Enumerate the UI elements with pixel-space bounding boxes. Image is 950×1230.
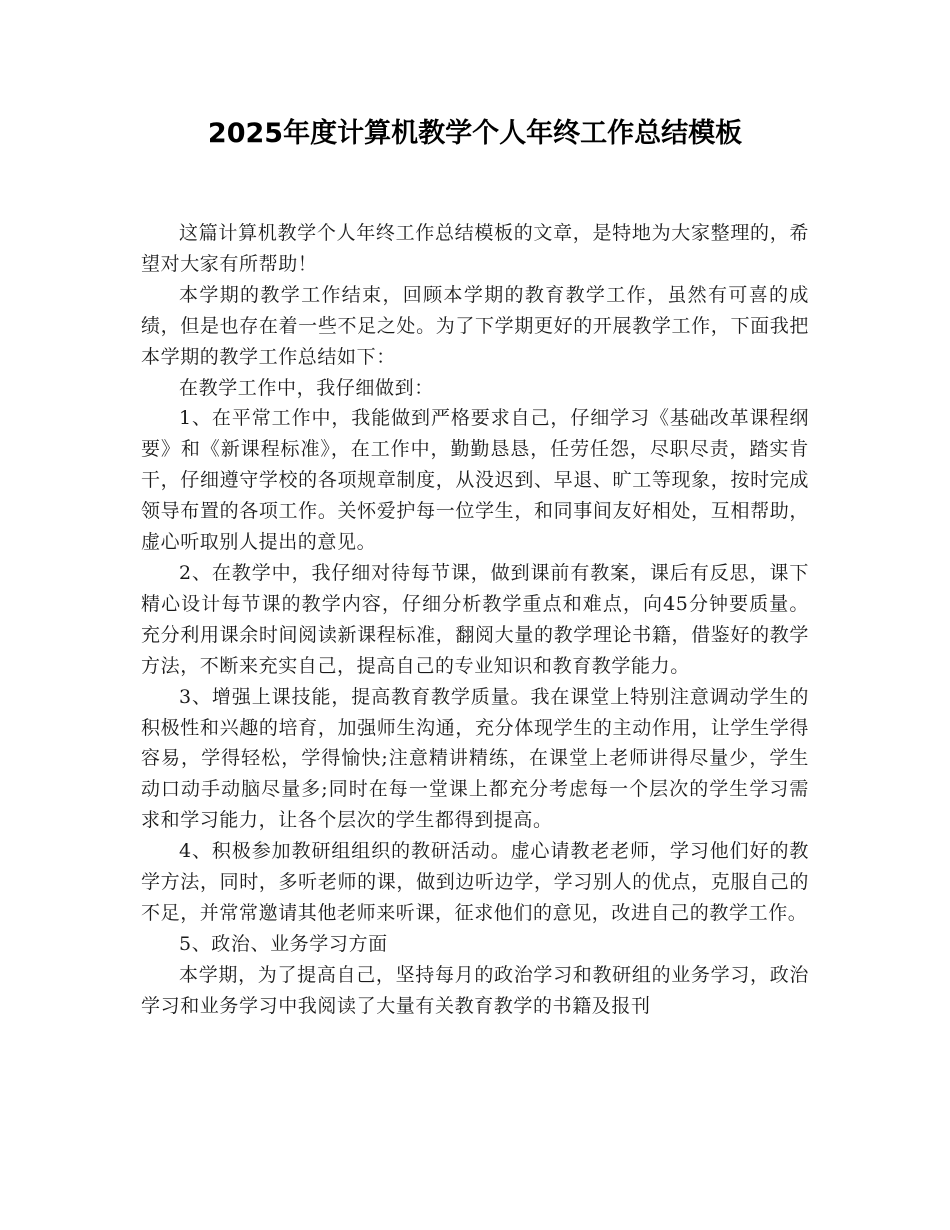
paragraph-item-3: 3、增强上课技能，提高教育教学质量。我在课堂上特别注意调动学生的积极性和兴趣的培育，加强师生沟通，充分体现学生的主动作用，让学生学得容易，学得轻松，学得愉快;注意精讲精练，在课堂上老师讲得尽量少，学生动口动手动脑尽量多;同时在每一堂课上都充分考虑每一个层次的学生学习需求和学习能力，让各个层次的学生都得到提高。 xyxy=(141,685,809,832)
document-body xyxy=(141,218,809,1022)
paragraph-item-2: 2、在教学中，我仔细对待每节课，做到课前有教案，课后有反思，课下精心设计每节课的教学内容，仔细分析教学重点和难点，向45分钟要质量。充分利用课余时间阅读新课程标准，翻阅大量的教学理论书籍，借鉴好的教学方法，不断来充实自己，提高自己的专业知识和教育教学能力。 xyxy=(141,561,809,677)
paragraph-overview: 本学期的教学工作结束，回顾本学期的教育教学工作，虽然有可喜的成绩，但是也存在着一些不足之处。为了下学期更好的开展教学工作，下面我把本学期的教学工作总结如下： xyxy=(141,283,809,368)
paragraph-study: 本学期，为了提高自己，坚持每月的政治学习和教研组的业务学习，政治学习和业务学习中我阅读了大量有关教育教学的书籍及报刊 xyxy=(141,963,809,1017)
paragraph-item-1: 1、在平常工作中，我能做到严格要求自己，仔细学习《基础改革课程纲要》和《新课程标准》，在工作中，勤勤恳恳，任劳任怨，尽职尽责，踏实肯干，仔细遵守学校的各项规章制度，从没迟到、早退、旷工等现象，按时完成领导布置的各项工作。关怀爱护每一位学生，和同事间友好相处，互相帮助，虚心听取别人提出的意见。 xyxy=(141,407,809,554)
paragraph-item-5-heading: 5、政治、业务学习方面 xyxy=(179,932,388,955)
document-title: 2025年度计算机教学个人年终工作总结模板 xyxy=(207,118,743,149)
paragraph-lead-in: 在教学工作中，我仔细做到： xyxy=(179,376,434,399)
paragraph-intro: 这篇计算机教学个人年终工作总结模板的文章，是特地为大家整理的，希望对大家有所帮助！ xyxy=(141,222,809,275)
paragraph-item-4: 4、积极参加教研组组织的教研活动。虚心请教老老师，学习他们好的教学方法，同时，多听老师的课，做到边听边学，学习别人的优点，克服自己的不足，并常常邀请其他老师来听课，征求他们的意见，改进自己的教学工作。 xyxy=(141,840,809,924)
